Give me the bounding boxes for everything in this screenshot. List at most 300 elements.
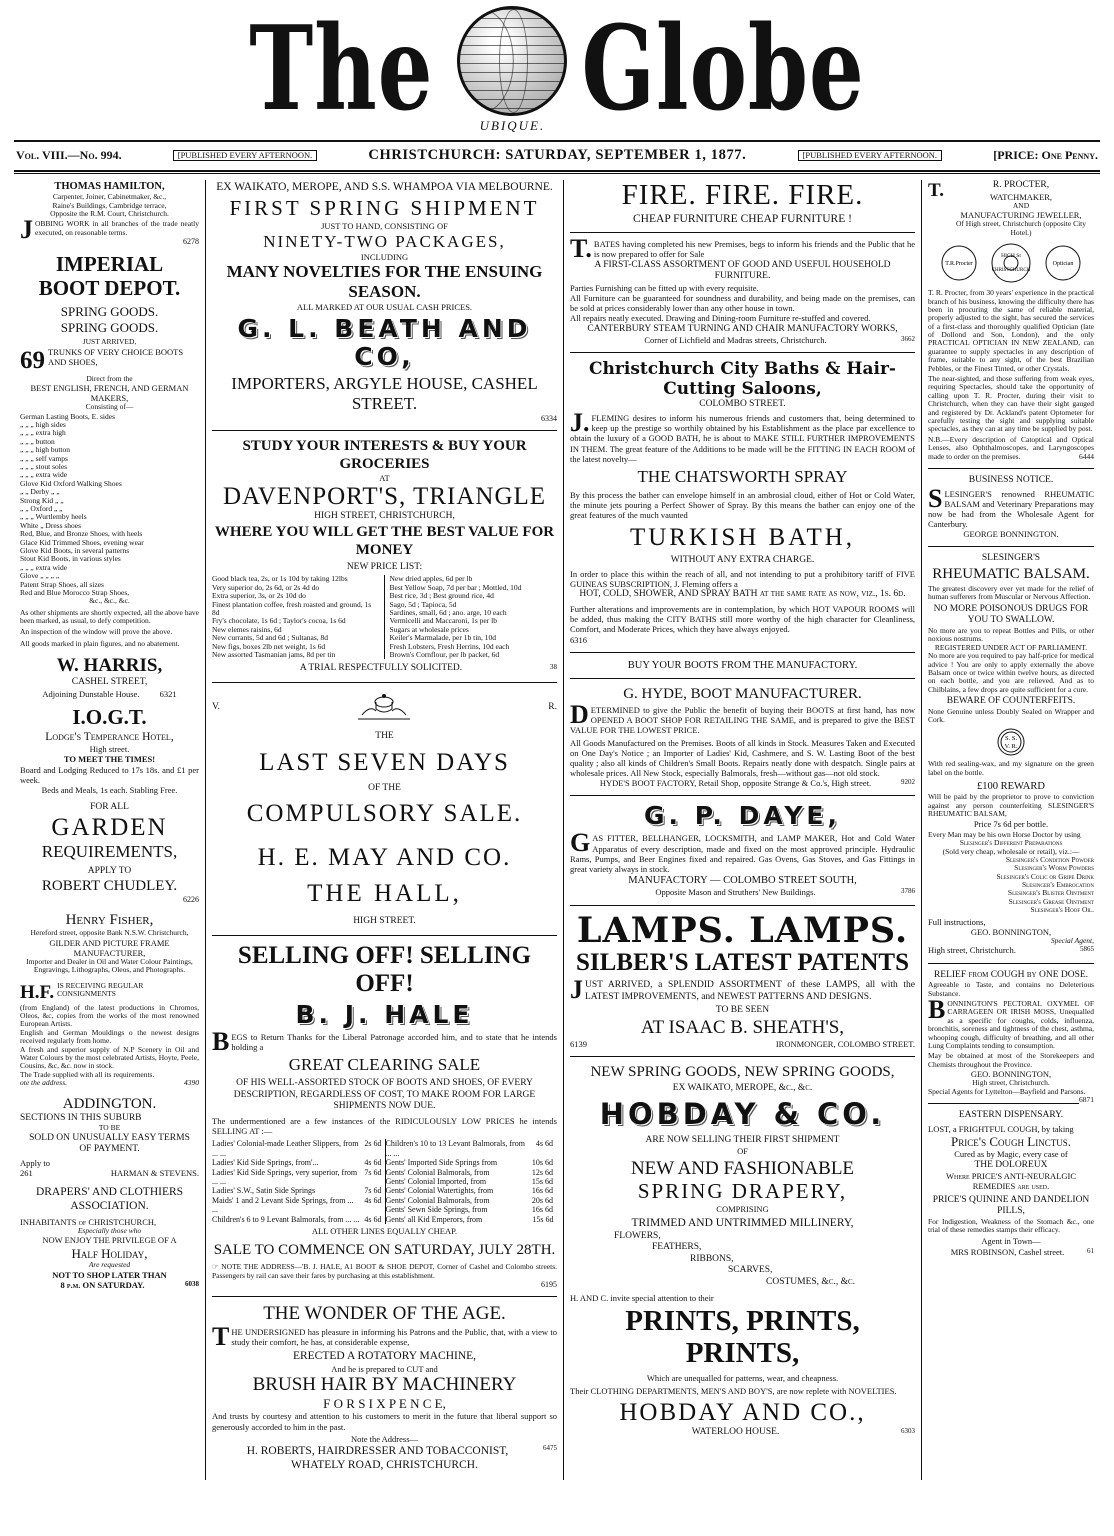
separator	[570, 232, 915, 233]
separator	[570, 352, 915, 353]
published-note-right: [PUBLISHED EVERY AFTERNOON.	[798, 150, 943, 162]
daye-address-2-text: Opposite Mason and Struthers' New Buildings.	[655, 887, 816, 898]
item-desc: Gents' Sewn Side Springs, from	[385, 1205, 488, 1215]
ad-gp-daye-gasfitter	[570, 802, 915, 897]
trade-mark-logo-icon	[931, 241, 1091, 285]
price-item: Fresh Lobsters, Fresh Herrins, 10d each	[389, 641, 510, 651]
item-price: 16s 6d	[531, 1205, 553, 1215]
notice-head: BUSINESS NOTICE.	[968, 474, 1054, 485]
balsam-agent: GEO. BONNINGTON,	[970, 926, 1052, 937]
masthead-title-left: The	[249, 1, 434, 138]
iogt-beds: Beds and Meals, 1s each. Stabling Free.	[41, 784, 178, 795]
hf-body-4: The Trade supplied with all its requirements.	[20, 1069, 155, 1079]
baths-body-3: In order to place this within the reach of all, and not intending to put a prohibitory tariff of FIVE GUINEAS SUBSCRIPTION, J. Fleming offers a	[570, 569, 915, 590]
dispensary-where: Where PRICE'S ANTI-NEURALGIC REMEDIES are used.	[945, 1171, 1077, 1192]
list-item: „ „ Derby „ „	[20, 487, 60, 497]
columns-container	[0, 178, 1114, 1490]
hobday-headline-2: NEW AND FASHIONABLE	[630, 1158, 855, 1180]
balsam-items	[928, 856, 1094, 915]
hale-price-table-left	[212, 1139, 385, 1224]
ad-hf-consignments	[20, 982, 199, 1088]
item-desc: Ladies' Colonial-made Leather Slippers, from ... ...	[212, 1139, 359, 1158]
hobday-comprising: COMPRISING	[716, 1204, 769, 1215]
wonder-andhe: And he is prepared to CUT and	[331, 1363, 438, 1374]
ad-w-harris	[20, 655, 199, 699]
hobday-address-text: WATERLOO HOUSE.	[691, 1426, 780, 1437]
balsam-reward: £100 REWARD	[977, 781, 1045, 793]
hobday-ex: EX WAIKATO, MEROPE, &c., &c.	[672, 1083, 813, 1094]
item-desc: Ladies' Kid Side Springs, from'...	[212, 1158, 319, 1168]
may-place: THE HALL,	[307, 880, 462, 908]
item-price: 10s 6d	[531, 1158, 553, 1168]
boot-depot-note-3: All goods marked in plain figures, and no abatement.	[20, 638, 180, 648]
globe-emblem	[457, 6, 567, 134]
fire-body-1: T.BATES having completed his new Premises, begs to inform his friends and the Public that he is now prepared to offer for Sale	[570, 234, 915, 264]
list-item: „ „ „ self vamps	[20, 453, 68, 463]
fisher-body-1: Importer and Dealer in Oil and Water Colour Paintings,	[26, 957, 193, 967]
procter-and: AND	[1012, 200, 1030, 210]
addington-payment: OF PAYMENT.	[79, 1144, 140, 1155]
table-row	[212, 1139, 385, 1158]
item-price: 4s 6d	[364, 1195, 382, 1205]
price-item: Keiler's Marmalade, per 1b tin, 10d	[389, 633, 497, 643]
daye-ref: 3786	[901, 887, 915, 896]
hf-body-3: A fresh and superior supply of N.P Scenery in Oil and Water Colours by the most celebrated Artists, Hoyte, Peele, Cousins, &c, &c. now in stock.	[20, 1044, 199, 1071]
hamilton-address-2: Opposite the R.M. Court, Christchurch.	[50, 208, 169, 218]
lamps-headline-2: SILBER'S LATEST PATENTS	[575, 949, 909, 977]
davenport-sub: WHERE YOU WILL GET THE BEST VALUE FOR MONEY	[214, 523, 555, 558]
list-item: „ „ „ button	[20, 436, 55, 446]
drapers-line-3: INHABITANTS of CHRISTCHURCH,	[20, 1216, 157, 1227]
harris-adjoining	[20, 689, 199, 699]
ad-wonder-of-the-age	[212, 1303, 557, 1473]
hyde-buy: BUY YOUR BOOTS FROM THE MANUFACTORY.	[627, 659, 858, 671]
item-price: 15s 6d	[532, 1214, 554, 1224]
hobday-prints-sub: Which are unequalled for patterns, wear, and cheapness.	[646, 1372, 839, 1383]
lamps-tobe: TO BE SEEN	[715, 1005, 770, 1016]
table-row	[212, 1168, 385, 1187]
svg-text:Optician: Optician	[1052, 261, 1074, 268]
pointing-hand-icon: ☞	[212, 1262, 219, 1272]
garden-requirements: REQUIREMENTS,	[41, 841, 178, 861]
ad-lamps-silber	[570, 909, 915, 1050]
addington-agents: HARMAN & STEVENS.	[110, 1167, 199, 1178]
fire-body-4: All repairs neatly executed. Drawing and Dining-room Furniture re-stuffed and covered.	[570, 313, 871, 324]
separator	[928, 963, 1094, 964]
price-item: Sugars at wholesale prices	[389, 624, 469, 634]
item-price: 7s 6d	[364, 1186, 382, 1196]
dispensary-cured: Cured as by Magic, every case of	[954, 1149, 1068, 1160]
hf-note-text: ote the address.	[20, 1078, 68, 1088]
procter-initial: T.	[928, 180, 945, 201]
table-row	[212, 1215, 385, 1224]
boot-depot-list	[20, 413, 199, 606]
separator	[212, 935, 557, 936]
price-item: Good black tea, 2s, or 1s 10d by taking 12lbs	[212, 574, 348, 584]
procter-body-3	[928, 436, 1094, 461]
separator	[928, 546, 1094, 547]
price-item: Sago, 5d ; Tapioca, 5d	[389, 599, 457, 609]
issue-rule-thin	[14, 173, 1100, 174]
drapers-line-9	[20, 1280, 199, 1290]
dispensary-head: EASTERN DISPENSARY.	[958, 1110, 1064, 1121]
hf-body-2: English and German Mouldings o the newest designs received regularly from home.	[20, 1027, 199, 1046]
iogt-board: Board and Lodging Reduced to 17s 18s. and £1 per week.	[20, 764, 199, 785]
dispensary-agent-head: Agent in Town—	[981, 1236, 1041, 1247]
hf-initials: H.F.	[20, 981, 55, 1003]
drapers-line-6: Half Holiday,	[71, 1245, 148, 1261]
hf-ref: 4390	[184, 1078, 199, 1088]
garden-forall: FOR ALL	[90, 802, 129, 813]
svg-text:S. S.: S. S.	[1004, 735, 1018, 743]
cough-body-3: May be obtained at most of the Storekeepers and Chemists throughout the Province.	[928, 1051, 1094, 1069]
table-row	[385, 1215, 557, 1224]
fire-ref: 3662	[901, 335, 915, 344]
beath-ref: 6334	[541, 414, 557, 424]
wonder-body-2: And trusts by courtesy and attention to his customers to merit in the future that liberal support so generously accorded to him in the past.	[212, 1411, 557, 1432]
item-price: 4s 6d	[364, 1214, 382, 1224]
procter-body-1: T. R. Procter, from 30 years' experience in the practical branch of his business, knowing the difficulty there has been in procuring the same of reliable material, properly adjusted to the sight, has secured the services of a first-class and thoroughly qualified Optician (late of Dollond and Son, London), and the only PRACTICAL OPTICIAN IN NEW ZEALAND, can guarantee to supply spectacles in any description of frame, suitable to any sight, of the best Brazilian Pebbles, or the Finest Tinted, or other Crystals.	[928, 288, 1094, 373]
balsam-genuine: None Genuine unless Doubly Sealed on Wrapper and Cork.	[928, 706, 1094, 725]
hobday-ribbons: RIBBONS,	[690, 1253, 734, 1264]
ad-davenport-groceries	[212, 437, 557, 675]
davenport-price-left	[212, 575, 384, 659]
item-desc: Maids' 1 and 2 Levant Side Springs, from ... ...	[212, 1195, 354, 1215]
hale-price-table-right	[385, 1139, 558, 1224]
daye-address-2	[570, 887, 915, 897]
ad-fire-cheap-furniture	[570, 180, 915, 345]
beath-headline-1: FIRST SPRING SHIPMENT	[229, 196, 540, 221]
price-item: Extra superior, 3s, or 2s 10d do	[212, 591, 306, 601]
addington-sold: SOLD ON UNUSUALLY EASY TERMS	[29, 1132, 190, 1143]
hobday-invite: H. AND C. invite special attention to their	[570, 1292, 714, 1303]
price-note: [PRICE: One Penny.	[993, 148, 1098, 162]
list-item: Red and Blue Morocco Strap Shoes,	[20, 587, 130, 597]
issue-line	[0, 142, 1114, 168]
addington-tobe: TO BE	[98, 1123, 121, 1133]
lamps-body: JUST ARRIVED, a SPLENDID ASSORTMENT of these LAMPS, all with the LATEST IMPROVEMENTS, and NEWEST PATTERNS AND DESIGNS.	[570, 975, 915, 1005]
procter-ref: 6444	[1079, 451, 1094, 461]
item-price: 16s 6d	[531, 1186, 553, 1196]
svg-text:HIGH St: HIGH St	[1001, 253, 1021, 260]
procter-body-3-text: N.B.—Every description of Catoptical and Optical Lenses, also Ophthalmoscopes, and Laryngoscopes made to order on the premises.	[928, 434, 1094, 461]
list-item: Stout Kid Boots, in various styles	[20, 554, 121, 564]
drapers-line-1: DRAPERS' AND CLOTHIERS	[35, 1186, 184, 1199]
boot-depot-note-1: As other shipments are shortly expected, all the above have been marked, as usual, to defy competition.	[20, 607, 199, 626]
may-street: HIGH STREET.	[353, 916, 416, 927]
harris-ref: 6321	[159, 688, 177, 699]
list-item: Red, Blue, and Bronze Shoes, with heels	[20, 529, 143, 539]
davenport-ref: 38	[550, 663, 557, 672]
procter-address: Of High street, Christchurch (opposite City Hotel.)	[956, 219, 1086, 237]
addington-ref: 261	[20, 1167, 33, 1178]
hobday-feathers: FEATHERS,	[652, 1242, 702, 1253]
addington-title: ADDINGTON.	[62, 1095, 157, 1112]
issue-rule-thick	[14, 170, 1100, 172]
item-price: 7s 6d	[364, 1167, 382, 1177]
davenport-pricelist-head: NEW PRICE LIST:	[346, 561, 423, 572]
item-price: 2s 6d	[364, 1139, 382, 1149]
fire-body-3: All Furniture can be guaranteed for soundness and durability, and being made on the premises, can be sold at prices considerably lower than any other house in town.	[570, 292, 915, 314]
hf-note	[20, 1079, 199, 1087]
balsam-price: Price 7s 6d per bottle.	[973, 818, 1049, 829]
separator	[570, 652, 915, 653]
item-desc: Gents' Colonial Watertights, from	[385, 1186, 494, 1196]
procter-trade-1: WATCHMAKER,	[989, 191, 1053, 202]
table-row	[385, 1158, 557, 1167]
boot-depot-direct: Direct from the	[86, 373, 133, 383]
ad-beath-co	[212, 180, 557, 423]
list-item: „ „ „ extra wide	[20, 562, 68, 572]
list-item: Glove Kid Oxford Walking Shoes	[20, 478, 122, 488]
drapers-line-9-text: 8 p.m. ON SATURDAY.	[60, 1279, 145, 1290]
price-item: New figs, boxes 2lb net weight, 1s 6d	[212, 641, 326, 651]
davenport-trial-text: A TRIAL RESPECTFULLY SOLICITED.	[299, 663, 463, 674]
may-headline-2: COMPULSORY SALE.	[246, 800, 523, 828]
item-desc: Children's 10 to 13 Levant Balmorals, from ... ...	[385, 1139, 525, 1158]
fisher-address: Hereford street, opposite Bank N.S.W. Christchurch,	[30, 928, 189, 938]
balsam-agent-address: High street, Christchurch.	[928, 945, 1016, 956]
cough-ref: 6871	[1079, 1095, 1094, 1105]
balsam-body-1: The greatest discovery ever yet made for the relief of human sufferers from Muscular or Nervous Affection.	[928, 584, 1094, 602]
price-item: Sardines, small, 6d ; ano. arge, 10 each	[389, 608, 507, 618]
wonder-note: Note the Address—	[350, 1433, 419, 1444]
iogt-street: High street.	[89, 744, 130, 755]
procter-trade-2: MANUFACTURING JEWELLER,	[960, 210, 1082, 221]
ad-addington	[20, 1095, 199, 1179]
cough-agent: GEO. BONNINGTON,	[970, 1069, 1052, 1080]
separator	[570, 795, 915, 796]
list-item: Glace Kid Trimmed Shoes, evening wear	[20, 537, 144, 547]
hobday-clothing: Their CLOTHING DEPARTMENTS, MEN'S AND BOY'S, are now replete with NOVELTIES.	[570, 1385, 897, 1396]
hobday-sub: ARE NOW SELLING THEIR FIRST SHIPMENT	[645, 1134, 840, 1145]
hobday-of: OF	[737, 1146, 748, 1157]
beath-sub-2: INCLUDING	[360, 251, 409, 262]
hyde-body-2: All Goods Manufactured on the Premises. Boots of all kinds in Stock. Measures Taken and Executed on One Day's Notice ; an Importer of Ladies' Kid, Cashmere, and S. W. Lasting Boot of the best quality ; also all kinds of Children's Small Boots. Repairs neatly done with despatch. Single pairs at wholesale prices. All New Stock, especially Balmorals, fresh—without gas—not old stock.	[570, 737, 915, 779]
balsam-beware: BEWARE OF COUNTERFEITS.	[946, 696, 1076, 707]
separator	[212, 1296, 557, 1297]
hobday-ref: 6303	[901, 1426, 915, 1435]
list-item: „ „ Oxford „ „	[20, 503, 63, 513]
notice-body: SLESINGER'S renowned RHEUMATIC BALSAM and Veterinary Preparations may now be had from the Wholesale Agent for Canterbury.	[928, 483, 1094, 530]
list-item: „ „ „ extra wide	[20, 470, 68, 480]
wonder-body-1: THE UNDERSIGNED has pleasure in informing his Patrons and the Public, that, with a view to study their comfort, he has, at considerable expense,	[212, 1321, 557, 1351]
beath-firm-name: G. L. BEATH AND CO,	[237, 314, 532, 372]
cough-head: RELIEF from COUGH by ONE DOSE.	[933, 969, 1089, 980]
item-desc: Gents' Imported Side Springs from	[385, 1158, 498, 1168]
ad-bonningtons-pectoral-oxymel	[928, 969, 1094, 1105]
cough-body-1: Agreeable to Taste, and contains no Deleterious Substance.	[928, 980, 1094, 998]
balsam-wax: With red sealing-wax, and my signature on the green label on the bottle.	[928, 759, 1094, 777]
beath-headline-3: MANY NOVELTIES FOR THE ENSUING SEASON.	[226, 261, 543, 301]
may-firm: H. E. MAY AND CO.	[257, 844, 512, 872]
lamps-at: AT ISAAC B. SHEATH'S,	[640, 1017, 845, 1039]
fire-address-text: Corner of Lichfield and Madras streets, Christchurch.	[644, 335, 827, 346]
beath-address: IMPORTERS, ARGYLE HOUSE, CASHEL STREET.	[231, 374, 538, 414]
daye-address: MANUFACTORY — COLOMBO STREET SOUTH,	[628, 875, 857, 887]
globe-icon	[457, 6, 567, 116]
dispensary-quinine: PRICE'S QUININE AND DANDELION PILLS,	[932, 1194, 1090, 1217]
table-row	[385, 1168, 557, 1177]
hobday-scarves: SCARVES,	[728, 1265, 773, 1276]
price-item: Finest plantation coffee, fresh roasted and ground, 1s 8d	[212, 599, 372, 618]
table-row	[385, 1139, 557, 1158]
separator	[570, 678, 915, 679]
hale-note	[212, 1263, 557, 1280]
hobday-head: NEW SPRING GOODS, NEW SPRING GOODS,	[590, 1064, 895, 1081]
column-2	[206, 180, 564, 1480]
fisher-body-2: Engravings, Lithographs, Oleos, and Photographs.	[33, 965, 186, 975]
ad-iogt	[20, 706, 199, 795]
table-row	[212, 1186, 385, 1195]
addington-body: SECTIONS IN THIS SUBURB	[20, 1112, 142, 1123]
separator	[212, 682, 557, 683]
harris-adjoining-text: Adjoining Dunstable House.	[42, 688, 140, 699]
price-item: Best Yellow Soap, 7d per bar ; Mottled, 10d	[389, 582, 522, 592]
beath-sub-3: ALL MARKED AT OUR USUAL CASH PRICES.	[296, 301, 473, 312]
table-row	[212, 1158, 385, 1167]
davenport-at: AT	[379, 473, 390, 484]
baths-turkish-bath: TURKISH BATH,	[629, 523, 856, 551]
lamps-address: IRONMONGER, COLOMBO STREET.	[775, 1038, 915, 1049]
cough-agent-address: High street, Christchurch.	[972, 1078, 1050, 1088]
list-item: „ „ „ high sides	[20, 420, 66, 430]
daye-firm: G. P. DAYE,	[643, 801, 842, 831]
may-ofthe: OF THE	[368, 782, 401, 793]
hobday-headline-3: SPRING DRAPERY,	[637, 1179, 848, 1204]
list-item: Slesinger's Hoof Oil.	[1030, 905, 1094, 915]
garden-apply: APPLY TO	[87, 865, 132, 876]
list-item: Glove Kid Boots, in several patterns	[20, 545, 130, 555]
hyde-address-text: HYDE'S BOOT FACTORY, Retail Shop, opposite Strange & Co.'s, High street.	[599, 778, 872, 789]
wonder-address-2: WHATELY ROAD, CHRISTCHURCH.	[291, 1459, 478, 1472]
balsam-everyman: Every Man may be his own Horse Doctor by using	[928, 829, 1081, 839]
hobday-firm: HOBDAY & CO.	[599, 1096, 886, 1131]
table-row	[385, 1205, 557, 1214]
price-item: New currants, 5d and 6d ; Sultanas, 8d	[212, 633, 329, 643]
ad-g-hyde-boots	[570, 659, 915, 789]
baths-chatsworth-spray: THE CHATSWORTH SPRAY	[637, 466, 848, 486]
list-item: White „ Dress shoes	[20, 520, 82, 530]
hale-body-2: OF HIS WELL-ASSORTED STOCK OF BOOTS AND SHOES, OF EVERY DESCRIPTION, REGARDLESS OF COST, TO MAKE ROOM FOR LARGE SHIPMENTS NOW DUE.	[233, 1078, 536, 1112]
item-price: 4s 6d	[364, 1158, 382, 1168]
balsam-ref: 5865	[1080, 945, 1094, 954]
hamilton-body: JOBBING WORK in all branches of the trade neatly executed, on reasonable terms.	[20, 215, 199, 245]
fire-body-2: Parties Furnishing can be fitted up with every requisite.	[570, 282, 759, 293]
dispensary-doloreux: THE DOLOREUX	[974, 1159, 1048, 1170]
hobday-prints: PRINTS, PRINTS, PRINTS,	[625, 1304, 860, 1369]
boot-depot-best-makers: BEST ENGLISH, FRENCH, AND GERMAN MAKERS,	[30, 382, 189, 404]
may-the: THE	[375, 730, 394, 741]
baths-ref: 6316	[570, 634, 587, 645]
daye-body: GAS FITTER, BELLHANGER, LOCKSMITH, and LAMP MAKER, Hot and Cold Water Apparatus of every description, made and fixed on the most approved principle. Hydraulic Rams, Pumps, and Beer Engines fixed and repaired. Gas Ovens, Gas Stoves, and Gas Fittings in great variety always in stock.	[570, 828, 915, 874]
globe-motto: UBIQUE.	[479, 118, 546, 133]
list-item: „ „ „ stout soles	[20, 462, 68, 472]
baths-hot-cold: HOT, COLD, SHOWER, AND SPRAY BATH at the same rate as now, viz., 1s. 6d.	[579, 589, 906, 600]
balsam-reward-body: Will be paid by the proprietor to prove to conviction against any person counterfeiting SLESINGER'S RHEUMATIC BALSAM,	[928, 792, 1094, 819]
garden-title: GARDEN	[51, 813, 168, 841]
hale-body-1: BEGS to Return Thanks for the Liberal Patronage accorded him, and to state that he intends holding a	[212, 1026, 557, 1056]
boot-depot-trunks: TRUNKS OF VERY CHOICE BOOTS AND SHOES,	[48, 346, 184, 367]
balsam-nomore: NO MORE POISONOUS DRUGS FOR YOU TO SWALLOW.	[933, 603, 1089, 626]
hamilton-address-1: Raine's Buildings, Cambridge terrace,	[52, 200, 167, 210]
wonder-ref: 6475	[543, 1443, 557, 1452]
table-row	[385, 1186, 557, 1195]
fire-sub: CHEAP FURNITURE CHEAP FURNITURE !	[633, 212, 852, 225]
balsam-brand: SLESINGER'S	[981, 553, 1041, 564]
item-price: 4s 6d	[535, 1139, 553, 1149]
hyde-firm: G. HYDE, BOOT MANUFACTURER.	[623, 685, 862, 702]
addington-applyto: Apply to	[20, 1157, 50, 1168]
cough-special-agents	[928, 1086, 1094, 1105]
price-item: Vermicelli and Maccaroni, 1s per lb	[389, 616, 497, 626]
dispensary-agent-text: MRS ROBINSON, Cashel street.	[950, 1246, 1065, 1257]
dispensary-lost: LOST, a FRIGHTFUL COUGH, by taking	[928, 1123, 1074, 1134]
hobday-flowers: FLOWERS,	[614, 1230, 661, 1241]
dispensary-ref: 61	[1087, 1246, 1094, 1255]
boot-depot-number: 69	[20, 346, 45, 374]
published-note-left: [PUBLISHED EVERY AFTERNOON.	[173, 150, 318, 162]
davenport-price-columns	[212, 575, 557, 659]
wax-seal-icon	[989, 727, 1033, 757]
drapers-line-5: NOW ENJOY THE PRIVILEGE OF A	[42, 1235, 177, 1246]
lamps-ref: 6139	[570, 1038, 587, 1049]
procter-name: R. PROCTER,	[992, 180, 1050, 190]
table-row	[385, 1196, 557, 1205]
balsam-prep-sub: (Sold very cheap, wholesale or retail), viz.:—	[942, 846, 1080, 856]
davenport-address: HIGH STREET, CHRISTCHURCH,	[314, 511, 455, 522]
hale-allother: ALL OTHER LINES EQUALLY CHEAP.	[311, 1226, 458, 1237]
volume-number: Vol. VIII.—No. 994.	[16, 148, 122, 162]
hale-head: SELLING OFF! SELLING OFF!	[237, 941, 532, 997]
ad-hobday-co-drapery	[570, 1063, 915, 1438]
davenport-head: STUDY YOUR INTERESTS & BUY YOUR GROCERIES	[242, 438, 527, 473]
list-item: Patent Strap Shoes, all sizes	[20, 579, 104, 589]
beath-headline-2: NINETY-TWO PACKAGES,	[263, 231, 506, 251]
masthead-title-right: Globe	[581, 1, 865, 138]
hyde-ref: 9202	[901, 778, 915, 787]
davenport-trial	[212, 663, 557, 675]
balsam-agent-role: Special Agent,	[1050, 936, 1094, 945]
price-item: Very superior do, 2s 6d, or 2s 4d do	[212, 582, 320, 592]
notice-name: GEORGE BONNINGTON.	[963, 529, 1059, 540]
place-and-date: CHRISTCHURCH: SATURDAY, SEPTEMBER 1, 1877.	[368, 147, 747, 163]
balsam-full-instructions: Full instructions,	[928, 916, 986, 927]
table-row	[385, 1177, 557, 1186]
drapers-ref: 6038	[185, 1279, 199, 1288]
ad-he-may-compulsory-sale	[212, 691, 557, 928]
list-item: &c., &c., &c.	[89, 596, 130, 606]
ad-eastern-dispensary	[928, 1110, 1094, 1257]
separator	[570, 1056, 915, 1057]
cough-body-2: BONNINGTON'S PECTORAL OXYMEL OF CARRAGEEN OR IRISH MOSS, Unequalled as a specific for coughs, colds, influenza, bronchitis, soreness and tightness of the chest, asthma, whooping cough, difficulty of breathing, and all other Lung Complaints tending to consumption.	[928, 994, 1094, 1050]
list-item: Slesinger's Colic or Gripe Drink	[996, 871, 1094, 881]
iogt-lodge: Lodge's Temperance Hotel,	[45, 730, 174, 743]
item-desc: Children's 6 to 9 Levant Balmorals, from ... ...	[212, 1214, 360, 1224]
boot-depot-title-1: IMPERIAL	[55, 252, 164, 277]
beath-eyebrow: EX WAIKATO, MEROPE, AND S.S. WHAMPOA VIA MELBOURNE.	[216, 181, 553, 193]
hobday-address	[570, 1427, 915, 1439]
balsam-title: RHEUMATIC BALSAM.	[932, 566, 1090, 583]
list-item: „ „ „ extra high	[20, 428, 66, 438]
ad-thomas-hamilton	[20, 180, 199, 246]
boot-depot-just-arrived: JUST ARRIVED,	[82, 337, 137, 347]
list-item: Glove „ „ „ „	[20, 571, 60, 581]
list-item: Slesinger's Condition Powder	[1005, 854, 1094, 864]
hamilton-name: THOMAS HAMILTON,	[54, 181, 165, 192]
hale-headline-2: GREAT CLEARING SALE	[288, 1055, 481, 1075]
item-price: 20s 6d	[531, 1195, 553, 1205]
